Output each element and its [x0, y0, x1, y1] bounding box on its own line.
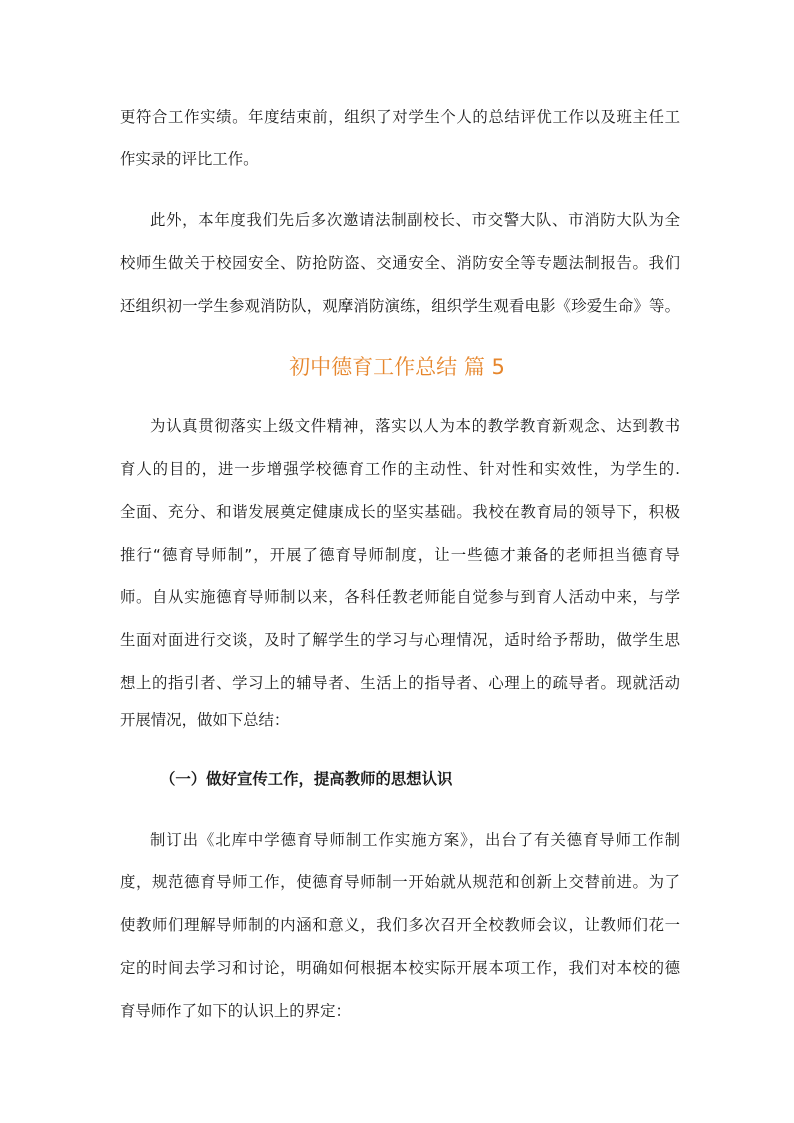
para1-line-2: 作实录的评比工作。 — [120, 150, 259, 168]
para4-line-5: 育导师作了如下的认识上的界定： — [120, 1002, 351, 1020]
para4-line-4: 定的时间去学习和讨论，明确如何根据本校实际开展本项工作，我们对本校的德 — [120, 959, 680, 977]
para3-line-4: 推行“德育导师制”，开展了德育导师制度，让一些德才兼备的老师担当德育导 — [120, 546, 680, 564]
para3-line-3: 全面、充分、和谐发展奠定健康成长的坚实基础。我校在教育局的领导下，积极 — [120, 503, 680, 521]
para3-line-7: 想上的指引者、学习上的辅导者、生活上的指导者、心理上的疏导者。现就活动 — [120, 674, 680, 692]
subsection-heading: （一）做好宣传工作，提高教师的思想认识 — [160, 770, 453, 788]
para3-line-1: 为认真贯彻落实上级文件精神，落实以人为本的教学教育新观念、达到教书 — [150, 417, 680, 435]
section-heading: 初中德育工作总结 篇 5 — [289, 355, 505, 379]
para3-line-8: 开展情况，做如下总结： — [120, 711, 290, 729]
para4-line-1: 制订出《北库中学德育导师制工作实施方案》，出台了有关德育导师工作制 — [150, 831, 680, 849]
para3-line-5: 师。自从实施德育导师制以来，各科任教老师能自觉参与到育人活动中来，与学 — [120, 588, 680, 606]
para1-line-1: 更符合工作实绩。年度结束前，组织了对学生个人的总结评优工作以及班主任工 — [120, 108, 680, 126]
para3-line-2: 育人的目的，进一步增强学校德育工作的主动性、针对性和实效性，为学生的. — [120, 460, 680, 478]
para2-line-1: 此外，本年度我们先后多次邀请法制副校长、市交警大队、市消防大队为全 — [150, 211, 680, 229]
para2-line-2: 校师生做关于校园安全、防抢防盗、交通安全、消防安全等专题法制报告。我们 — [120, 254, 680, 272]
para3-line-6: 生面对面进行交谈，及时了解学生的学习与心理情况，适时给予帮助，做学生思 — [120, 631, 680, 649]
para4-line-2: 度，规范德育导师工作，使德育导师制一开始就从规范和创新上交替前进。为了 — [120, 873, 680, 891]
para4-line-3: 使教师们理解导师制的内涵和意义，我们多次召开全校教师会议，让教师们花一 — [120, 916, 680, 934]
para2-line-3: 还组织初一学生参观消防队，观摩消防演练，组织学生观看电影《珍爱生命》等。 — [120, 297, 680, 315]
